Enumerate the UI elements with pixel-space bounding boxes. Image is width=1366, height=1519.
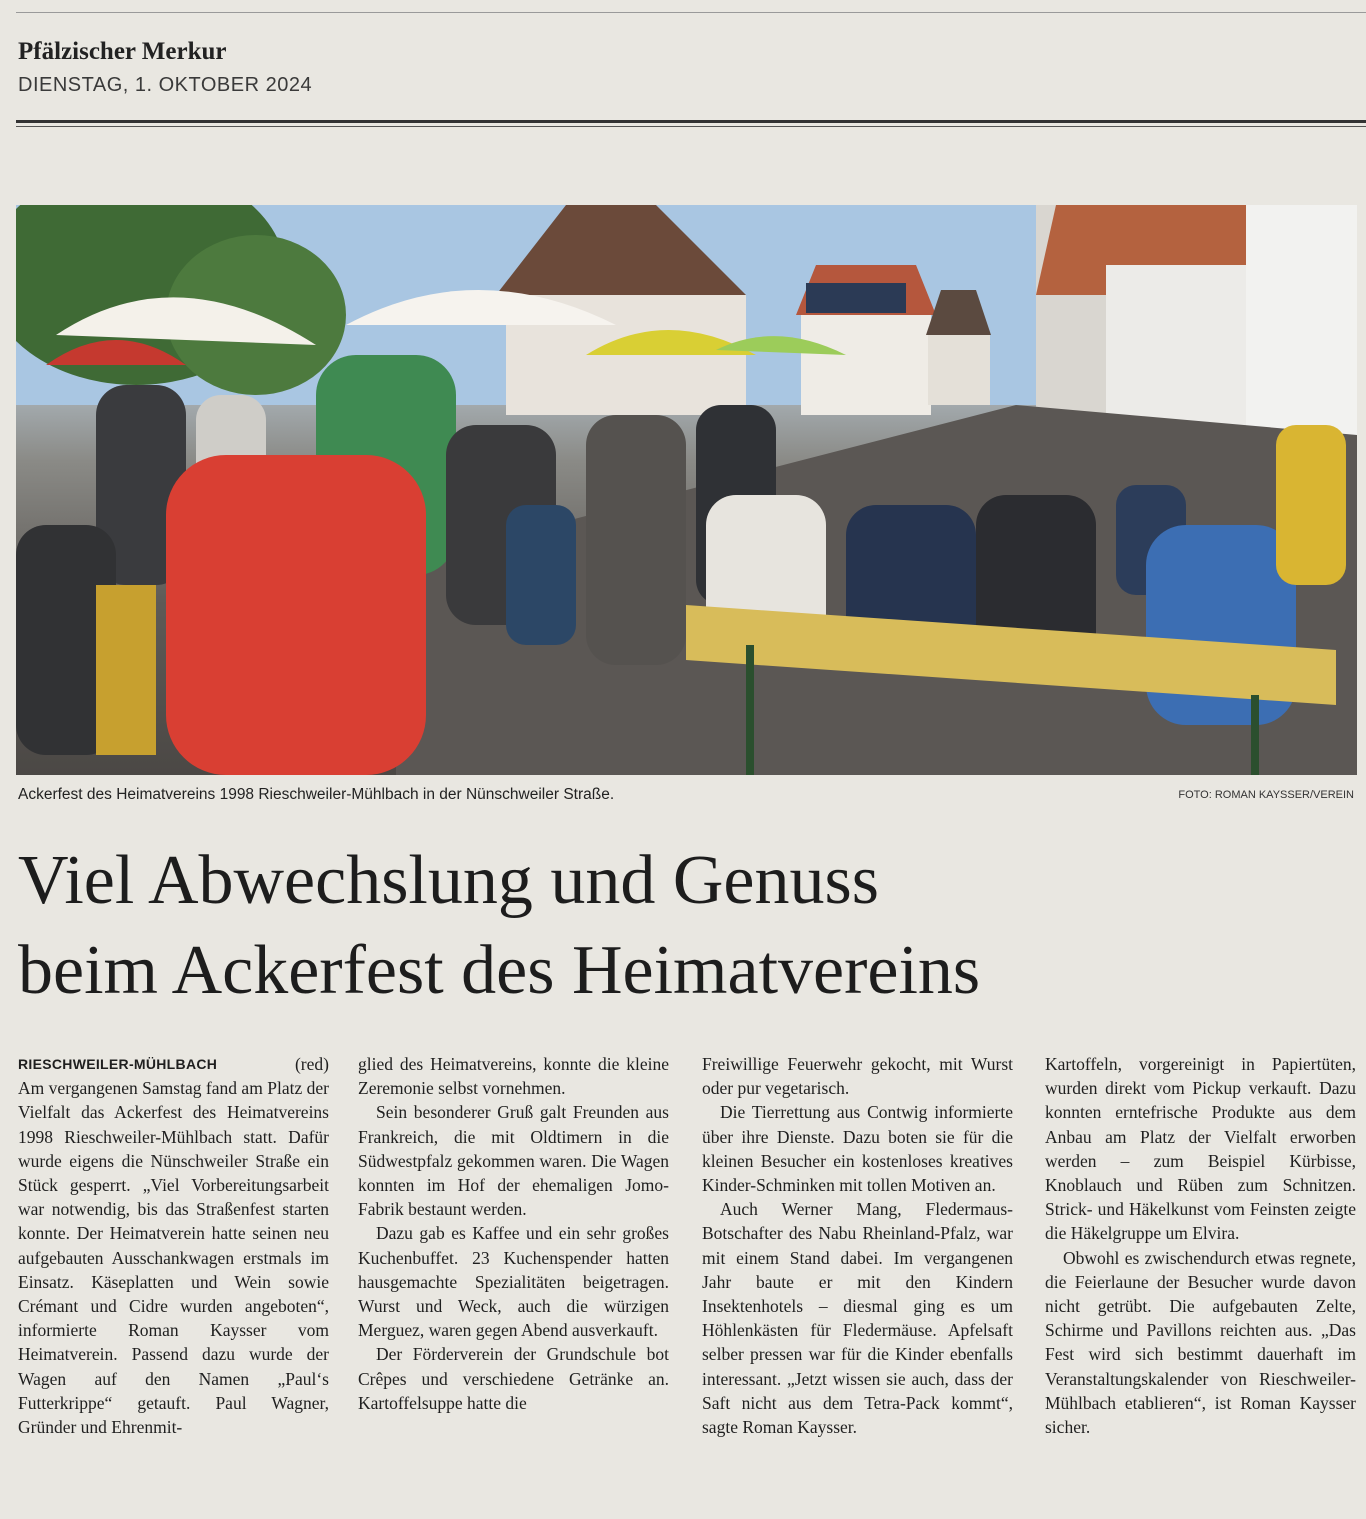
paragraph: Freiwillige Feuerwehr gekocht, mit Wurst oder pur vegetarisch. [702,1054,1013,1099]
top-rule [16,12,1366,13]
photo-caption: Ackerfest des Heimatvereins 1998 Rieschweiler-Mühlbach in der Nünschweiler Straße. [18,786,615,803]
article-column-1 [18,1052,329,1439]
masthead-rule [16,120,1366,123]
article-body [18,1052,1358,1492]
dateline-row [18,1052,329,1076]
paragraph: Kartoffeln, vorgereinigt in Papiertüten, wurden direkt vom Pickup verkauft. Dazu konnten erntefrische Produkte aus dem Anbau am Platz der Vielfalt erworben werden – zum Beispiel Kürbisse, Knoblauch und Rüben zum Schnitzen. Strick- und Häkelkunst vom Feinsten zeigte die Häkelgruppe um Elvira. [1045,1054,1356,1244]
paragraph: Auch Werner Mang, Fledermaus-Botschafter des Nabu Rheinland-Pfalz, war mit einem Stand dabei. Im vergangenen Jahr baute er mit den Kindern Insektenhotels – diesmal ging es um Höhlenkästen für Fledermäuse. Apfelsaft selber pressen war für die Kinder ebenfalls interessant. „Jetzt wissen sie auch, dass der Saft nicht aus dem Tetra-Pack kommt“, sagte Roman Kaysser. [702,1199,1013,1438]
masthead-rule-thin [16,126,1366,127]
paragraph: Am vergangenen Samstag fand am Platz der Vielfalt das Ackerfest des Heimatvereins 1998 Rieschweiler-Mühlbach statt. Dafür wurde eigens die Nünschweiler Straße ein Stück gesperrt. „Viel Vorbereitungsarbeit war notwendig, bis das Straßenfest starten konnte. Der Heimatverein hatte seinen neu aufgebauten Ausschankwagen erstmals im Einsatz. Käseplatten und Wein sowie Crémant und Cidre wurden angeboten“, informierte Roman Kaysser vom Heimatverein. Passend dazu wurde der Wagen auf den Namen „Paul‘s Futterkrippe“ getauft. Paul Wagner, Gründer und Ehrenmit- [18,1078,329,1438]
paragraph: Dazu gab es Kaffee und ein sehr großes Kuchenbuffet. 23 Kuchenspender hatten hausgemachte Spezialitäten beigetragen. Wurst und Weck, auch die würzigen Merguez, waren gegen Abend ausverkauft. [358,1223,669,1341]
paragraph: Der Förderverein der Grundschule bot Crêpes und verschiedene Getränke an. Kartoffelsuppe hatte die [358,1344,669,1413]
author-tag: (red) [294,1054,329,1074]
headline-line-2: beim Ackerfest des Heimatvereins [18,932,981,1009]
festival-photo-illustration [16,205,1357,775]
paragraph: glied des Heimatvereins, konnte die kleine Zeremonie selbst vornehmen. [358,1054,669,1099]
issue-date: DIENSTAG, 1. OKTOBER 2024 [18,74,313,96]
festival-photo [16,205,1357,775]
photo-credit: FOTO: ROMAN KAYSSER/VEREIN [1178,789,1354,801]
headline [18,836,1348,1016]
paragraph: Die Tierrettung aus Contwig informierte über ihre Dienste. Dazu boten sie für die kleinen Besucher ein kostenloses kreatives Kinder-Schminken mit tollen Motiven an. [702,1102,1013,1196]
article-column-3 [702,1052,1013,1439]
article-column-4 [1045,1052,1356,1439]
headline-line-1: Viel Abwechslung und Genuss [18,842,879,919]
newspaper-name: Pfälzischer Merkur [18,38,227,65]
dateline: RIESCHWEILER-MÜHLBACH [18,1056,218,1072]
article-column-2 [358,1052,669,1415]
paragraph: Sein besonderer Gruß galt Freunden aus Frankreich, die mit Oldtimern in die Südwestpfalz gekommen waren. Die Wagen konnten im Hof der ehemaligen Jomo-Fabrik bestaunt werden. [358,1102,669,1220]
paragraph: Obwohl es zwischendurch etwas regnete, die Feierlaune der Besucher wurde davon nicht getrübt. Die aufgebauten Zelte, Schirme und Pavillons reichten aus. „Das Fest wird sich bestimmt dauerhaft im Veranstaltungskalender von Rieschweiler-Mühlbach etablieren“, ist Roman Kaysser sicher. [1045,1247,1356,1438]
